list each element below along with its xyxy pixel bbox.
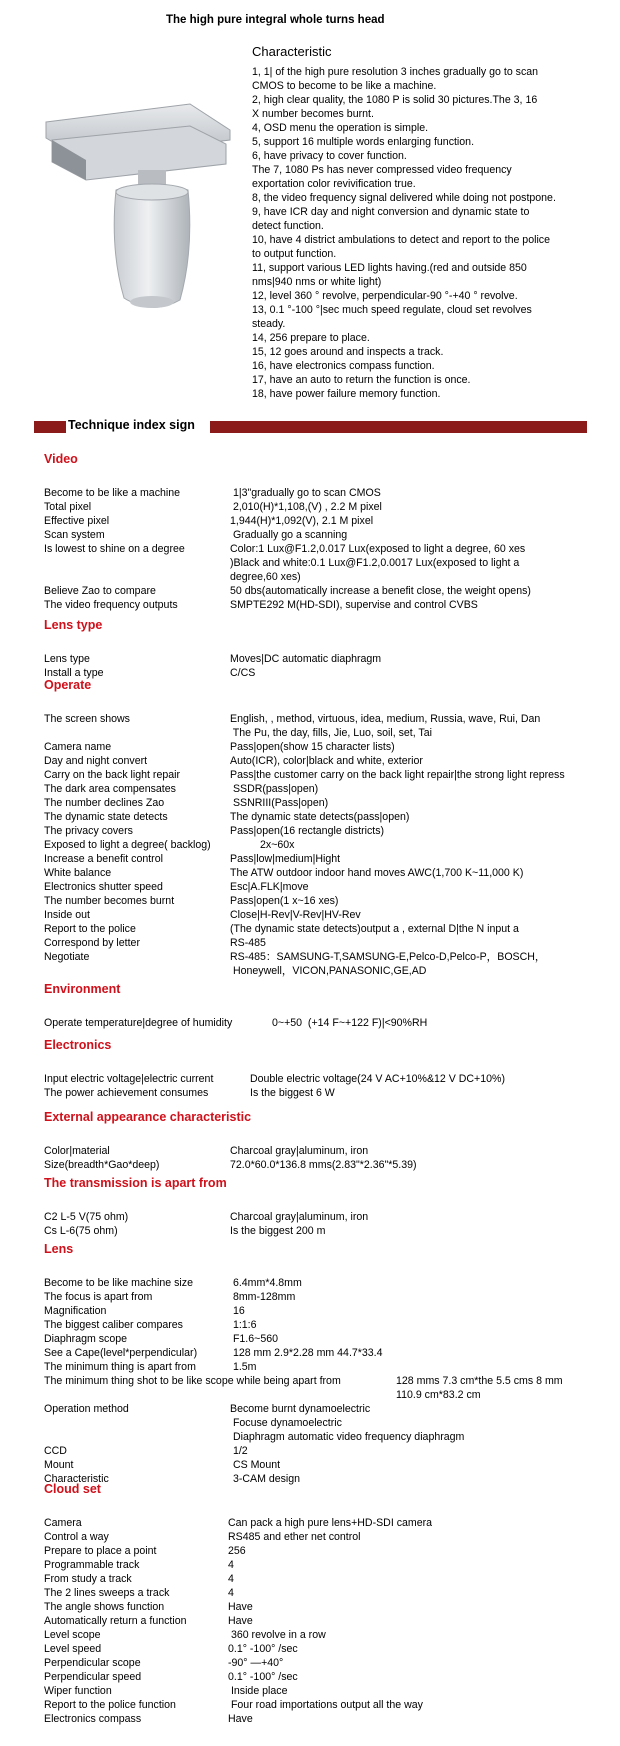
spec-value: RS-485：SAMSUNG-T,SAMSUNG-E,Pelco-D,Pelco-P，BOSCH， Honeywell，VICON,PANASONIC,GE,AD bbox=[230, 951, 546, 977]
spec-row bbox=[44, 514, 614, 528]
spec-value: 6.4mm*4.8mm bbox=[230, 1277, 302, 1289]
spec-row bbox=[44, 908, 614, 922]
characteristic-line: nms|940 nms or white light) bbox=[252, 276, 382, 288]
spec-label: Cs L-6(75 ohm) bbox=[44, 1225, 118, 1237]
spec-row bbox=[44, 712, 614, 740]
spec-label: Size(breadth*Gao*deep) bbox=[44, 1159, 160, 1171]
spec-value: Pass|open(16 rectangle districts) bbox=[230, 825, 385, 837]
spec-row bbox=[44, 754, 614, 768]
spec-label: Camera name bbox=[44, 741, 112, 753]
section-title: Electronics bbox=[44, 1038, 112, 1052]
spec-row bbox=[44, 1158, 614, 1172]
spec-label: Effective pixel bbox=[44, 515, 110, 527]
characteristic-list bbox=[252, 65, 612, 401]
characteristic-line: 13, 0.1 °-100 °|sec much speed regulate, cloud set revolves bbox=[252, 304, 532, 316]
spec-label: The focus is apart from bbox=[44, 1291, 153, 1303]
spec-label: See a Cape(level*perpendicular) bbox=[44, 1347, 198, 1359]
spec-value: Is the biggest 6 W bbox=[250, 1087, 335, 1099]
spec-row bbox=[44, 1290, 614, 1304]
spec-row bbox=[44, 894, 614, 908]
spec-label: Characteristic bbox=[44, 1473, 109, 1485]
spec-label: The dynamic state detects bbox=[44, 811, 168, 823]
spec-value: Become burnt dynamoelectric Focuse dynamoelectric Diaphragm automatic video frequency diaphragm bbox=[230, 1403, 465, 1443]
spec-label: The number declines Zao bbox=[44, 797, 165, 809]
spec-row bbox=[44, 486, 614, 500]
spec-label: Negotiate bbox=[44, 951, 90, 963]
section-title: Environment bbox=[44, 982, 121, 996]
spec-label: Operate temperature|degree of humidity bbox=[44, 1017, 233, 1029]
spec-label: The dark area compensates bbox=[44, 783, 176, 795]
spec-value: 256 bbox=[228, 1545, 246, 1557]
spec-row bbox=[44, 1614, 614, 1628]
section-title: Operate bbox=[44, 678, 92, 692]
spec-row bbox=[44, 1224, 614, 1238]
spec-value: SSNRIII(Pass|open) bbox=[230, 797, 329, 809]
spec-value: 0~+50 (+14 F~+122 F)|<90%RH bbox=[272, 1017, 428, 1029]
spec-row bbox=[44, 1072, 614, 1086]
spec-row bbox=[44, 584, 614, 598]
spec-row bbox=[44, 652, 614, 666]
spec-value: (The dynamic state detects)output a , external D|the N input a bbox=[230, 923, 519, 935]
spec-label: Diaphragm scope bbox=[44, 1333, 128, 1345]
spec-value: Esc|A.FLK|move bbox=[230, 881, 309, 893]
spec-label: Level speed bbox=[44, 1643, 102, 1655]
spec-row bbox=[44, 666, 614, 680]
characteristic-line: 2, high clear quality, the 1080 P is solid 30 pictures.The 3, 16 bbox=[252, 94, 538, 106]
characteristic-line: X number becomes burnt. bbox=[252, 108, 374, 120]
spec-label: Increase a benefit control bbox=[44, 853, 163, 865]
spec-value: Color:1 Lux@F1.2,0.017 Lux(exposed to light a degree, 60 xes )Black and white:0.1 Lux@F1.2,0.0017 Lux(exposed to light a degree,60 xes) bbox=[230, 543, 526, 583]
spec-label: Install a type bbox=[44, 667, 104, 679]
spec-row bbox=[44, 1304, 614, 1318]
characteristic-line: 11, support various LED lights having.(red and outside 850 bbox=[252, 262, 527, 274]
spec-value: 0.1° -100° /sec bbox=[228, 1643, 298, 1655]
spec-row bbox=[44, 1712, 614, 1726]
spec-row bbox=[44, 1472, 614, 1486]
spec-label: The angle shows function bbox=[44, 1601, 165, 1613]
spec-label: Magnification bbox=[44, 1305, 107, 1317]
spec-row bbox=[44, 1684, 614, 1698]
spec-row bbox=[44, 1444, 614, 1458]
characteristic-line: 5, support 16 multiple words enlarging function. bbox=[252, 136, 475, 148]
spec-row bbox=[44, 768, 614, 782]
spec-row bbox=[44, 1642, 614, 1656]
spec-row bbox=[44, 740, 614, 754]
spec-label: C2 L-5 V(75 ohm) bbox=[44, 1211, 129, 1223]
spec-value: 2,010(H)*1,108,(V) , 2.2 M pixel bbox=[230, 501, 382, 513]
characteristic-line: detect function. bbox=[252, 220, 324, 232]
characteristic-line: 17, have an auto to return the function is once. bbox=[252, 374, 471, 386]
spec-row bbox=[44, 1458, 614, 1472]
spec-row bbox=[44, 528, 614, 542]
spec-value: CS Mount bbox=[230, 1459, 281, 1471]
spec-row bbox=[44, 1402, 614, 1444]
spec-row bbox=[44, 500, 614, 514]
spec-value: Moves|DC automatic diaphragm bbox=[230, 653, 382, 665]
characteristic-block bbox=[252, 44, 612, 401]
spec-value: SSDR(pass|open) bbox=[230, 783, 319, 795]
spec-label: The screen shows bbox=[44, 713, 130, 725]
spec-label: Carry on the back light repair bbox=[44, 769, 181, 781]
spec-label: Mount bbox=[44, 1459, 74, 1471]
spec-value: Gradually go a scanning bbox=[230, 529, 348, 541]
spec-value: -90° —+40° bbox=[228, 1657, 284, 1669]
characteristic-line: 16, have electronics compass function. bbox=[252, 360, 435, 372]
spec-value: 0.1° -100° /sec bbox=[228, 1671, 298, 1683]
spec-label: Color|material bbox=[44, 1145, 110, 1157]
spec-label: The minimum thing shot to be like scope while being apart from bbox=[44, 1375, 341, 1387]
spec-label: Automatically return a function bbox=[44, 1615, 187, 1627]
spec-row bbox=[44, 782, 614, 796]
characteristic-line: steady. bbox=[252, 318, 286, 330]
spec-value: Have bbox=[228, 1601, 253, 1613]
spec-label: Total pixel bbox=[44, 501, 92, 513]
spec-row bbox=[44, 950, 614, 978]
characteristic-line: 6, have privacy to cover function. bbox=[252, 150, 407, 162]
characteristic-line: 1, 1| of the high pure resolution 3 inches gradually go to scan bbox=[252, 66, 539, 78]
spec-row bbox=[44, 796, 614, 810]
characteristic-line: to output function. bbox=[252, 248, 337, 260]
spec-label: The biggest caliber compares bbox=[44, 1319, 183, 1331]
spec-row bbox=[44, 1346, 614, 1360]
camera-housing-image bbox=[40, 100, 240, 320]
spec-label: White balance bbox=[44, 867, 112, 879]
spec-value: Close|H-Rev|V-Rev|HV-Rev bbox=[230, 909, 361, 921]
spec-row bbox=[44, 1360, 614, 1374]
banner-bar-left bbox=[34, 421, 66, 433]
characteristic-line: 4, OSD menu the operation is simple. bbox=[252, 122, 429, 134]
spec-value: 4 bbox=[228, 1587, 234, 1599]
characteristic-line: 18, have power failure memory function. bbox=[252, 388, 441, 400]
spec-row bbox=[44, 1698, 614, 1712]
spec-value: Pass|open(1 x~16 xes) bbox=[230, 895, 339, 907]
spec-value: 1/2 bbox=[230, 1445, 248, 1457]
characteristic-line: 15, 12 goes around and inspects a track. bbox=[252, 346, 444, 358]
spec-value: Inside place bbox=[228, 1685, 288, 1697]
characteristic-line: 14, 256 prepare to place. bbox=[252, 332, 370, 344]
characteristic-line: 9, have ICR day and night conversion and dynamic state to bbox=[252, 206, 530, 218]
spec-label: Is lowest to shine on a degree bbox=[44, 543, 185, 555]
banner-bar-right bbox=[210, 421, 587, 433]
spec-value: F1.6~560 bbox=[230, 1333, 279, 1345]
characteristic-line: CMOS to become to be like a machine. bbox=[252, 80, 437, 92]
spec-label: Inside out bbox=[44, 909, 90, 921]
characteristic-line: 8, the video frequency signal delivered while doing not postpone. bbox=[252, 192, 556, 204]
spec-row bbox=[44, 1210, 614, 1224]
spec-row bbox=[44, 1374, 614, 1402]
spec-value: 8mm-128mm bbox=[230, 1291, 296, 1303]
spec-label: Electronics compass bbox=[44, 1713, 142, 1725]
spec-row bbox=[44, 866, 614, 880]
spec-value: 2x~60x bbox=[260, 839, 295, 851]
characteristic-line: 10, have 4 district ambulations to detect and report to the police bbox=[252, 234, 550, 246]
spec-row bbox=[44, 1516, 614, 1530]
spec-value: Have bbox=[228, 1615, 253, 1627]
spec-label: The 2 lines sweeps a track bbox=[44, 1587, 170, 1599]
spec-value: RS-485 bbox=[230, 937, 266, 949]
spec-value: Four road importations output all the way bbox=[228, 1699, 423, 1711]
spec-row bbox=[44, 1670, 614, 1684]
spec-label: Exposed to light a degree( backlog) bbox=[44, 839, 211, 851]
spec-label: The privacy covers bbox=[44, 825, 133, 837]
spec-value: English, , method, virtuous, idea, medium, Russia, wave, Rui, Dan The Pu, the day, fills, Jie, Luo, soil, set, Tai bbox=[230, 713, 541, 739]
spec-value: Pass|open(show 15 character lists) bbox=[230, 741, 395, 753]
spec-row bbox=[44, 1276, 614, 1290]
spec-value: 360 revolve in a row bbox=[228, 1629, 326, 1641]
spec-value: C/CS bbox=[230, 667, 256, 679]
spec-row bbox=[44, 824, 614, 838]
page-title: The high pure integral whole turns head bbox=[166, 14, 385, 26]
spec-label: Believe Zao to compare bbox=[44, 585, 156, 597]
spec-label: Perpendicular scope bbox=[44, 1657, 141, 1669]
spec-label: Scan system bbox=[44, 529, 105, 541]
spec-row bbox=[44, 1318, 614, 1332]
spec-row bbox=[44, 838, 614, 852]
spec-value: 50 dbs(automatically increase a benefit close, the weight opens) bbox=[230, 585, 531, 597]
characteristic-line: The 7, 1080 Ps has never compressed video frequency bbox=[252, 164, 512, 176]
spec-value: 1:1:6 bbox=[230, 1319, 257, 1331]
characteristic-line: exportation color revivification true. bbox=[252, 178, 416, 190]
spec-label: Perpendicular speed bbox=[44, 1671, 142, 1683]
spec-row bbox=[44, 1086, 614, 1100]
spec-value: 3-CAM design bbox=[230, 1473, 301, 1485]
spec-value: 4 bbox=[228, 1573, 234, 1585]
spec-value: Is the biggest 200 m bbox=[230, 1225, 326, 1237]
spec-label: The minimum thing is apart from bbox=[44, 1361, 196, 1373]
spec-label: Programmable track bbox=[44, 1559, 140, 1571]
spec-value: 72.0*60.0*136.8 mms(2.83"*2.36"*5.39) bbox=[230, 1159, 417, 1171]
section-title: External appearance characteristic bbox=[44, 1110, 252, 1124]
spec-label: Operation method bbox=[44, 1403, 129, 1415]
spec-value: 4 bbox=[228, 1559, 234, 1571]
spec-value: 128 mms 7.3 cm*the 5.5 cms 8 mm 110.9 cm*83.2 cm bbox=[396, 1375, 563, 1401]
spec-label: The number becomes burnt bbox=[44, 895, 175, 907]
spec-row bbox=[44, 1332, 614, 1346]
spec-label: Wiper function bbox=[44, 1685, 112, 1697]
spec-row bbox=[44, 1144, 614, 1158]
spec-label: Camera bbox=[44, 1517, 82, 1529]
spec-label: Lens type bbox=[44, 653, 90, 665]
spec-value: Auto(ICR), color|black and white, exterior bbox=[230, 755, 423, 767]
spec-value: Double electric voltage(24 V AC+10%&12 V DC+10%) bbox=[250, 1073, 505, 1085]
spec-row bbox=[44, 1628, 614, 1642]
spec-value: 128 mm 2.9*2.28 mm 44.7*33.4 bbox=[230, 1347, 383, 1359]
spec-label: CCD bbox=[44, 1445, 67, 1457]
spec-row bbox=[44, 1572, 614, 1586]
spec-value: Charcoal gray|aluminum, iron bbox=[230, 1145, 369, 1157]
spec-label: Correspond by letter bbox=[44, 937, 140, 949]
spec-value: The dynamic state detects(pass|open) bbox=[230, 811, 410, 823]
spec-label: Control a way bbox=[44, 1531, 109, 1543]
spec-row bbox=[44, 1586, 614, 1600]
spec-value: Have bbox=[228, 1713, 253, 1725]
spec-value: Pass|low|medium|Hight bbox=[230, 853, 341, 865]
characteristic-line: 12, level 360 ° revolve, perpendicular-90 °-+40 ° revolve. bbox=[252, 290, 518, 302]
section-title: The transmission is apart from bbox=[44, 1176, 227, 1190]
characteristic-heading: Characteristic bbox=[252, 44, 332, 59]
spec-row bbox=[44, 922, 614, 936]
spec-row bbox=[44, 936, 614, 950]
spec-row bbox=[44, 1558, 614, 1572]
spec-label: Become to be like machine size bbox=[44, 1277, 193, 1289]
spec-label: Report to the police function bbox=[44, 1699, 176, 1711]
spec-value: Can pack a high pure lens+HD-SDI camera bbox=[228, 1517, 433, 1529]
technique-index-banner bbox=[34, 418, 554, 434]
spec-value: SMPTE292 M(HD-SDI), supervise and control CVBS bbox=[230, 599, 478, 611]
spec-row bbox=[44, 852, 614, 866]
section-title: Lens bbox=[44, 1242, 74, 1256]
spec-value: 1|3"gradually go to scan CMOS bbox=[230, 487, 381, 499]
spec-label: The power achievement consumes bbox=[44, 1087, 209, 1099]
spec-value: 16 bbox=[230, 1305, 245, 1317]
spec-row bbox=[44, 810, 614, 824]
spec-row bbox=[44, 598, 614, 612]
spec-row bbox=[44, 542, 614, 584]
spec-label: Prepare to place a point bbox=[44, 1545, 157, 1557]
spec-label: The video frequency outputs bbox=[44, 599, 178, 611]
spec-value: Charcoal gray|aluminum, iron bbox=[230, 1211, 369, 1223]
spec-label: Day and night convert bbox=[44, 755, 148, 767]
spec-value: 1,944(H)*1,092(V), 2.1 M pixel bbox=[230, 515, 374, 527]
spec-row bbox=[44, 1016, 614, 1030]
spec-row bbox=[44, 1600, 614, 1614]
spec-label: Report to the police bbox=[44, 923, 136, 935]
spec-label: Input electric voltage|electric current bbox=[44, 1073, 214, 1085]
section-title: Video bbox=[44, 452, 78, 466]
spec-row bbox=[44, 1544, 614, 1558]
spec-label: Become to be like a machine bbox=[44, 487, 181, 499]
spec-value: RS485 and ether net control bbox=[228, 1531, 361, 1543]
spec-label: Electronics shutter speed bbox=[44, 881, 163, 893]
spec-row bbox=[44, 1530, 614, 1544]
spec-value: Pass|the customer carry on the back light repair|the strong light repress bbox=[230, 769, 565, 781]
technique-index-label: Technique index sign bbox=[68, 418, 195, 432]
section-title: Lens type bbox=[44, 618, 103, 632]
spec-row bbox=[44, 880, 614, 894]
spec-value: 1.5m bbox=[230, 1361, 257, 1373]
spec-label: From study a track bbox=[44, 1573, 132, 1585]
spec-label: Level scope bbox=[44, 1629, 101, 1641]
spec-value: The ATW outdoor indoor hand moves AWC(1,700 K~11,000 K) bbox=[230, 867, 524, 879]
section-title: Cloud set bbox=[44, 1482, 101, 1496]
spec-row bbox=[44, 1656, 614, 1670]
